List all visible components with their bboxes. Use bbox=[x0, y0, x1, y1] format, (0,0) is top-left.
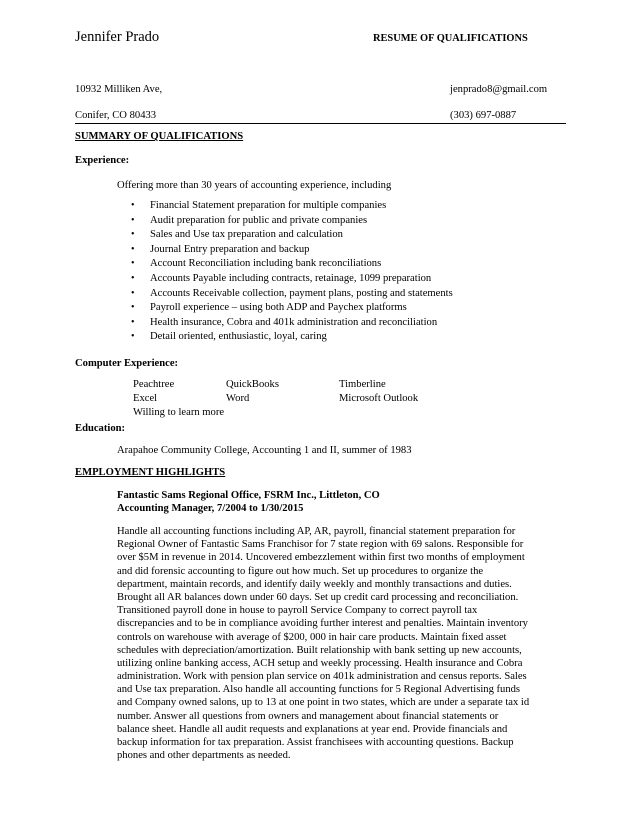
software-item: Microsoft Outlook bbox=[339, 393, 419, 404]
description-line: controls on warehouse with average of $200, 000 in hair care products. Maintain fixed asset bbox=[117, 631, 507, 643]
list-item: • Accounts Payable including contracts, retainage, 1099 preparation bbox=[131, 272, 453, 287]
description-line: and Company owned salons, up to 13 at one point in two states, which are under a separate tax id bbox=[117, 697, 530, 709]
employment-heading: EMPLOYMENT HIGHLIGHTS bbox=[75, 467, 226, 478]
description-line: number. Answer all questions from owners and management about financial statements or bbox=[117, 710, 499, 722]
description-line: backup information for tax preparation. Assist franchisees with accounting questions. Backup bbox=[117, 737, 514, 748]
software-item: Word bbox=[226, 393, 250, 404]
computer-experience-label: Computer Experience: bbox=[75, 358, 179, 369]
address-line-1: 10932 Milliken Ave, bbox=[75, 84, 163, 95]
software-item: QuickBooks bbox=[226, 379, 279, 390]
bullet-icon: • bbox=[131, 331, 135, 343]
software-item: Timberline bbox=[339, 379, 386, 390]
description-line: Transitioned payroll done in house to payroll Service Company to correct payroll tax bbox=[117, 605, 478, 617]
bullet-icon: • bbox=[131, 258, 135, 270]
description-line: Brought all AR balances down under 60 days. Set up credit card processing and reconciliation. bbox=[117, 591, 519, 603]
description-line: and did forensic accounting to figure out how much. Set up procedures to organize the bbox=[117, 565, 484, 577]
list-item: • Financial Statement preparation for multiple companies bbox=[131, 199, 453, 214]
software-note: Willing to learn more bbox=[133, 407, 225, 418]
bullet-icon: • bbox=[131, 200, 135, 211]
description-line: administration. Work with pension plan service on 401k administration and census reports. Sales bbox=[117, 671, 527, 683]
experience-intro: Offering more than 30 years of accounting experience, including bbox=[117, 180, 392, 191]
list-item: • Audit preparation for public and private companies bbox=[131, 214, 453, 229]
description-line: utilizing online banking access, ACH setup and weekly processing. Health insurance and Cobra bbox=[117, 657, 523, 669]
candidate-name: Jennifer Prado bbox=[75, 29, 160, 45]
software-item: Excel bbox=[133, 393, 158, 404]
list-item: • Account Reconciliation including bank reconciliations bbox=[131, 257, 453, 272]
resume-title: RESUME OF QUALIFICATIONS bbox=[373, 33, 528, 44]
list-item: • Health insurance, Cobra and 401k administration and reconciliation bbox=[131, 316, 453, 331]
address-line-2: Conifer, CO 80433 bbox=[75, 110, 157, 121]
skills-list bbox=[131, 199, 453, 345]
bullet-icon: • bbox=[131, 302, 135, 314]
bullet-icon: • bbox=[131, 316, 135, 328]
description-line: and Use tax preparation. Also handle all accounting functions for 5 Regional Advertising funds bbox=[117, 684, 521, 696]
bullet-icon: • bbox=[131, 287, 135, 299]
list-item: • Sales and Use tax preparation and calculation bbox=[131, 228, 453, 243]
description-line: phones and other departments as needed. bbox=[117, 750, 291, 762]
bullet-icon: • bbox=[131, 272, 135, 284]
software-item: Peachtree bbox=[133, 379, 175, 390]
description-line: Regional Owner of Fantastic Sams Franchisor for 7 state region with 69 salons. Responsible for bbox=[117, 539, 524, 551]
list-item: • Journal Entry preparation and backup bbox=[131, 243, 453, 258]
list-item: • Payroll experience – using both ADP and Paychex platforms bbox=[131, 301, 453, 316]
list-item: • Detail oriented, enthusiastic, loyal, caring bbox=[131, 330, 453, 345]
description-line: department, maintain records, and identify daily weekly and monthly transactions and duties. bbox=[117, 578, 512, 590]
bullet-icon: • bbox=[131, 229, 135, 241]
experience-label: Experience: bbox=[75, 155, 130, 166]
education-entry: Arapahoe Community College, Accounting 1 and II, summer of 1983 bbox=[117, 445, 412, 456]
employer-name: Fantastic Sams Regional Office, FSRM Inc., Littleton, CO bbox=[117, 490, 380, 501]
email-address: jenprado8@gmail.com bbox=[450, 84, 548, 95]
description-line: discrepancies and to be in compliance avoiding further interest and penalties. Maintain inventory bbox=[117, 618, 528, 630]
education-label: Education: bbox=[75, 423, 126, 434]
bullet-icon: • bbox=[131, 243, 135, 255]
list-item: • Accounts Receivable collection, payment plans, posting and statements bbox=[131, 287, 453, 302]
description-line: Handle all accounting functions including AP, AR, payroll, financial statement preparation for bbox=[117, 526, 516, 537]
bullet-icon: • bbox=[131, 214, 135, 226]
job-title: Accounting Manager, 7/2004 to 1/30/2015 bbox=[117, 503, 304, 514]
description-line: over $5M in revenue in 2014. Uncovered embezzlement within first two months of employment bbox=[117, 552, 525, 564]
job-description bbox=[117, 525, 529, 762]
header-divider bbox=[75, 123, 566, 124]
phone-number: (303) 697-0887 bbox=[450, 110, 517, 121]
summary-heading: SUMMARY OF QUALIFICATIONS bbox=[75, 131, 244, 142]
description-line: balance sheet. Handle all audit requests and explanations at year end. Provide financials and bbox=[117, 723, 508, 735]
description-line: schedules with depreciation/amortization. Built relationship with bank setting up new accounts, bbox=[117, 644, 522, 656]
